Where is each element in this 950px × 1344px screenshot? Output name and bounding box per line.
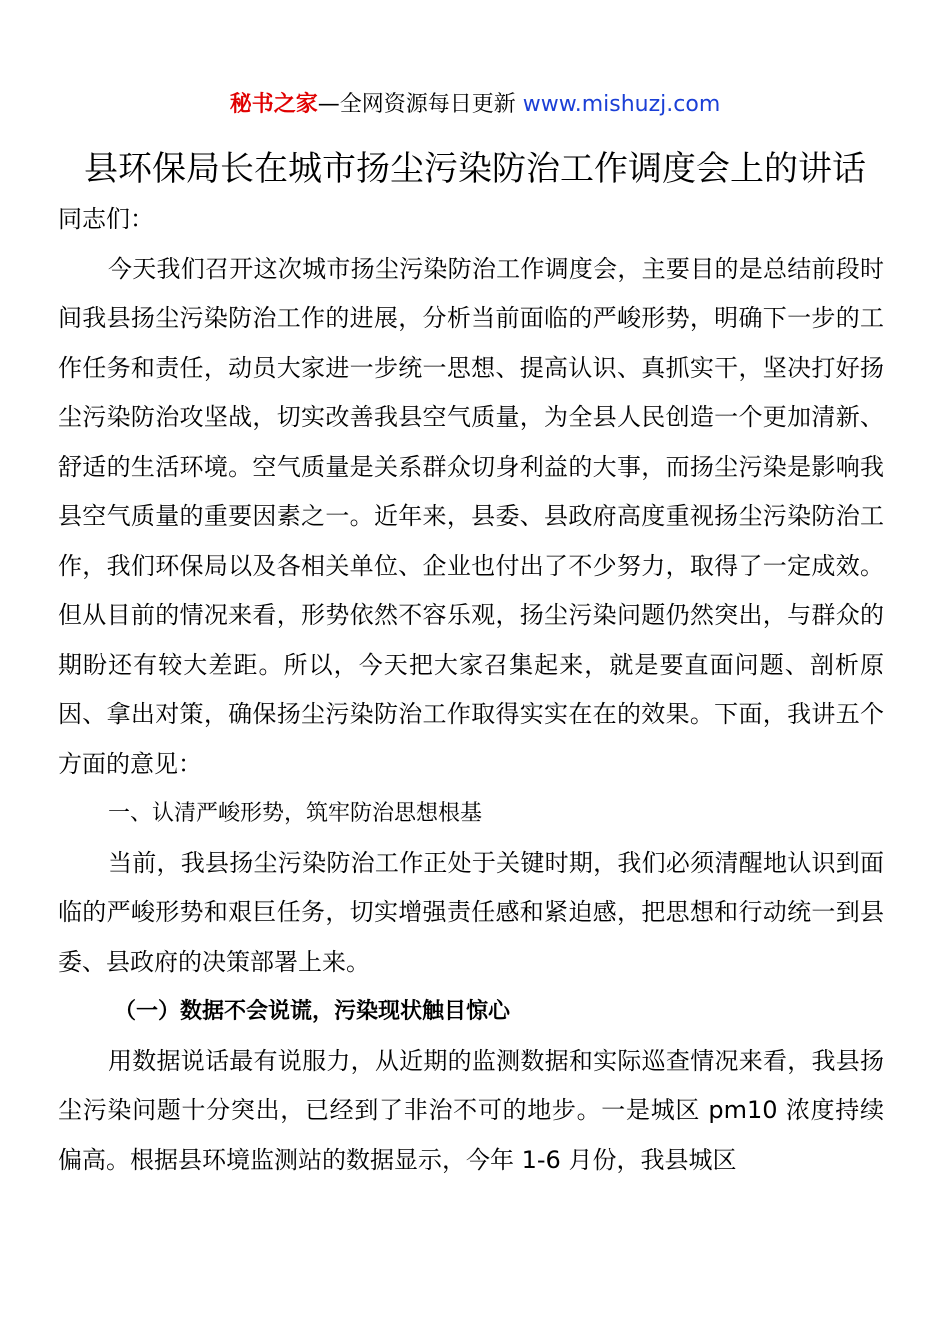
paragraph-intro: 今天我们召开这次城市扬尘污染防治工作调度会，主要目的是总结前段时间我县扬尘污染防治工作的进展，分析当前面临的严峻形势，明确下一步的工作任务和责任，动员大家进一步统一思想、提高认识、真抓实干，坚决打好扬尘污染防治攻坚战，切实改善我县空气质量，为全县人民创造一个更加清新、舒适的生活环境。空气质量是关系群众切身利益的大事，而扬尘污染是影响我县空气质量的重要因素之一。近年来，县委、县政府高度重视扬尘污染防治工作，我们环保局以及各相关单位、企业也付出了不少努力，取得了一定成效。但从目前的情况来看，形势依然不容乐观，扬尘污染问题仍然突出，与群众的期盼还有较大差距。所以，今天把大家召集起来，就是要直面问题、剖析原因、拿出对策，确保扬尘污染防治工作取得实实在在的效果。下面，我讲五个方面的意见： (58, 254, 884, 778)
brand-name: 秘书之家 (229, 92, 318, 117)
header-tagline: —全网资源每日更新 (317, 92, 516, 117)
salutation: 同志们： (58, 205, 154, 233)
paragraph-section1: 当前，我县扬尘污染防治工作正处于关键时期，我们必须清醒地认识到面临的严峻形势和艰巨任务，切实增强责任感和紧迫感，把思想和行动统一到县委、县政府的决策部署上来。 (58, 848, 884, 976)
document-body (58, 195, 884, 1185)
header-url[interactable]: www.mishuzj.com (522, 92, 721, 117)
document-title: 县环保局长在城市扬尘污染防治工作调度会上的讲话 (84, 149, 866, 189)
section-heading-1: 一、认清严峻形势，筑牢防治思想根基 (108, 801, 483, 826)
site-header (0, 88, 950, 122)
subsection-heading-1: （一）数据不会说谎，污染现状触目惊心 (114, 999, 511, 1024)
paragraph-subsection1: 用数据说话最有说服力，从近期的监测数据和实际巡查情况来看，我县扬尘污染问题十分突出，已经到了非治不可的地步。一是城区 pm10 浓度持续偏高。根据县环境监测站的数据显示，今年 1-6 月份，我县城区 (58, 1046, 884, 1174)
